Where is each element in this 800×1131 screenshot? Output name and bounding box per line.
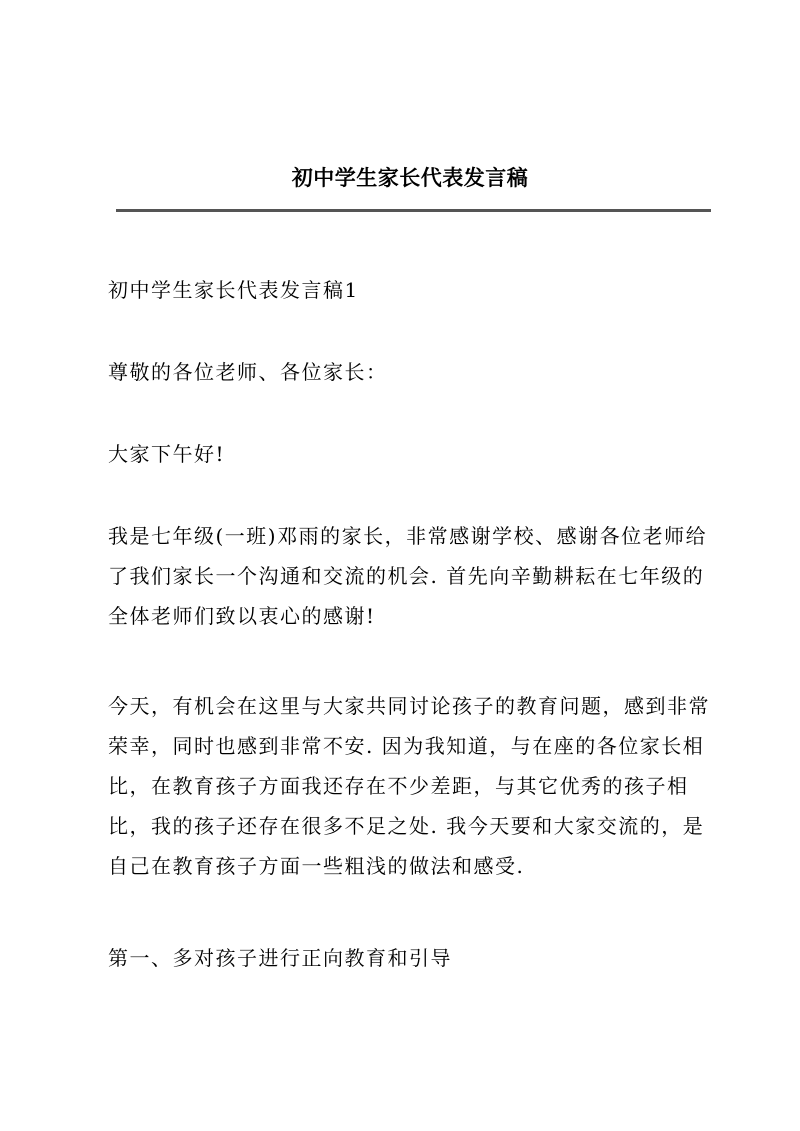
title-underline xyxy=(116,209,711,212)
paragraph-line: 比，在教育孩子方面我还存在不少差距，与其它优秀的孩子相 xyxy=(108,774,689,798)
paragraph-line: 自己在教育孩子方面一些粗浅的做法和感受. xyxy=(108,854,525,878)
speech-subtitle: 初中学生家长代表发言稿1 xyxy=(108,278,359,302)
paragraph-line: 荣幸，同时也感到非常不安. 因为我知道，与在座的各位家长相 xyxy=(108,734,705,758)
salutation: 尊敬的各位老师、各位家长： xyxy=(108,360,388,384)
paragraph-line: 今天，有机会在这里与大家共同讨论孩子的教育问题，感到非常 xyxy=(108,694,710,718)
paragraph-line: 了我们家长一个沟通和交流的机会. 首先向辛勤耕耘在七年级的 xyxy=(108,564,705,588)
paragraph-intro xyxy=(108,516,713,636)
paragraph-line: 我是七年级(一班)邓雨的家长，非常感谢学校、感谢各位老师给 xyxy=(108,524,708,548)
document-title: 初中学生家长代表发言稿 xyxy=(291,165,529,190)
paragraph-line: 全体老师们致以衷心的感谢! xyxy=(108,604,376,628)
greeting: 大家下午好! xyxy=(108,442,226,466)
paragraph-reflection xyxy=(108,686,713,886)
paragraph-line: 比，我的孩子还存在很多不足之处. 我今天要和大家交流的，是 xyxy=(108,814,705,838)
section-heading: 第一、多对孩子进行正向教育和引导 xyxy=(108,946,452,970)
